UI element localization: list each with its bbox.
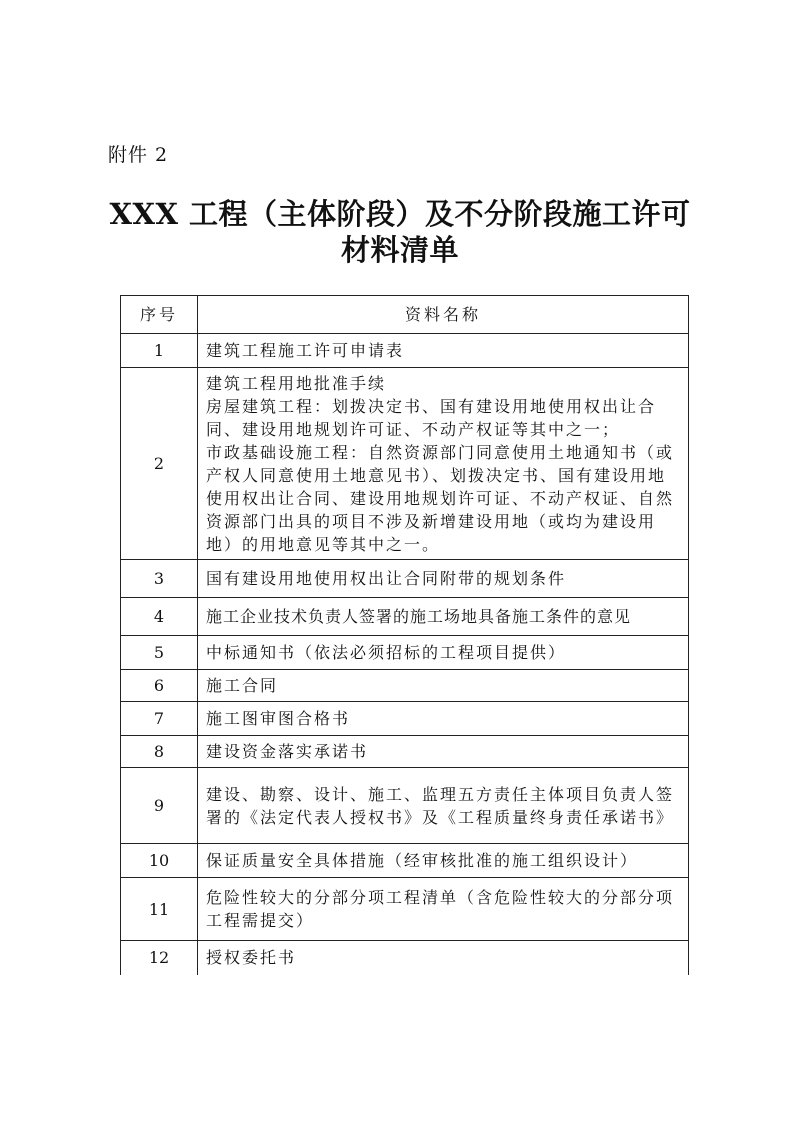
row-number: 10: [121, 844, 198, 878]
material-name: [198, 702, 689, 736]
row-number: 6: [121, 670, 198, 702]
row-number: 5: [121, 636, 198, 670]
table-row: [121, 702, 689, 736]
material-text: 施工图审图合格书: [206, 709, 351, 728]
row-number: 11: [121, 878, 198, 941]
materials-table: [120, 295, 689, 975]
material-name: [198, 768, 689, 844]
table-row: [121, 368, 689, 560]
table-row: [121, 736, 689, 768]
material-text: 建筑工程施工许可申请表: [206, 341, 405, 360]
document-title: XXX 工程（主体阶段）及不分阶段施工许可: [109, 197, 691, 231]
row-number: 1: [121, 334, 198, 368]
material-name: [198, 598, 689, 636]
material-text: 危险性较大的分部分项工程清单（含危险性较大的分部分项工程需提交）: [206, 888, 675, 930]
table-row: [121, 844, 689, 878]
document-title-line2: 材料清单: [340, 233, 459, 267]
material-text: 国有建设用地使用权出让合同附带的规划条件: [206, 569, 567, 588]
material-text: 建设、勘察、设计、施工、监理五方责任主体项目负责人签署的《法定代表人授权书》及《工程质量终身责任承诺书》: [206, 784, 675, 827]
table-row: [121, 560, 689, 598]
table-row: [121, 768, 689, 844]
table-header-row: [121, 296, 689, 334]
header-serial-number: 序号: [121, 296, 198, 334]
row-number: 7: [121, 702, 198, 736]
material-name: [198, 368, 689, 560]
table-row: [121, 334, 689, 368]
header-material-name: 资料名称: [198, 296, 689, 334]
material-text: 房屋建筑工程：划拨决定书、国有建设用地使用权出让合同、建设用地规划许可证、不动产权证等其中之一；: [206, 396, 657, 439]
material-name: [198, 334, 689, 368]
row-number: 2: [121, 368, 198, 560]
material-text: 施工合同: [206, 676, 279, 695]
material-name: [198, 736, 689, 768]
material-name: [198, 636, 689, 670]
row-number: 4: [121, 598, 198, 636]
row-number: 8: [121, 736, 198, 768]
material-text: 施工企业技术负责人签署的施工场地具备施工条件的意见: [206, 607, 632, 626]
row-number: 12: [121, 941, 198, 975]
table-row: [121, 670, 689, 702]
table-row: [121, 878, 689, 941]
row-number: 9: [121, 768, 198, 844]
material-text: 建设资金落实承诺书: [206, 742, 369, 761]
material-text: 中标通知书（依法必须招标的工程项目提供）: [206, 643, 567, 662]
material-name: [198, 844, 689, 878]
table-row: [121, 636, 689, 670]
material-text: 市政基础设施工程：自然资源部门同意使用土地通知书（或产权人同意使用土地意见书）、划拨决定书、国有建设用地使用权出让合同、建设用地规划许可证、不动产权证、自然资源部门出具的项目不涉及新增建设用地（或均为建设用地）的用地意见等其中之一。: [206, 442, 675, 554]
table-row: [121, 598, 689, 636]
material-name: [198, 878, 689, 941]
table-row: [121, 941, 689, 975]
material-name: [198, 560, 689, 598]
material-text: 保证质量安全具体措施（经审核批准的施工组织设计）: [206, 851, 639, 870]
material-text: 建筑工程用地批准手续: [206, 373, 387, 393]
material-name: [198, 941, 689, 975]
attachment-label: 附件 2: [108, 144, 169, 166]
row-number: 3: [121, 560, 198, 598]
material-name: [198, 670, 689, 702]
material-text: 授权委托书: [206, 948, 297, 968]
